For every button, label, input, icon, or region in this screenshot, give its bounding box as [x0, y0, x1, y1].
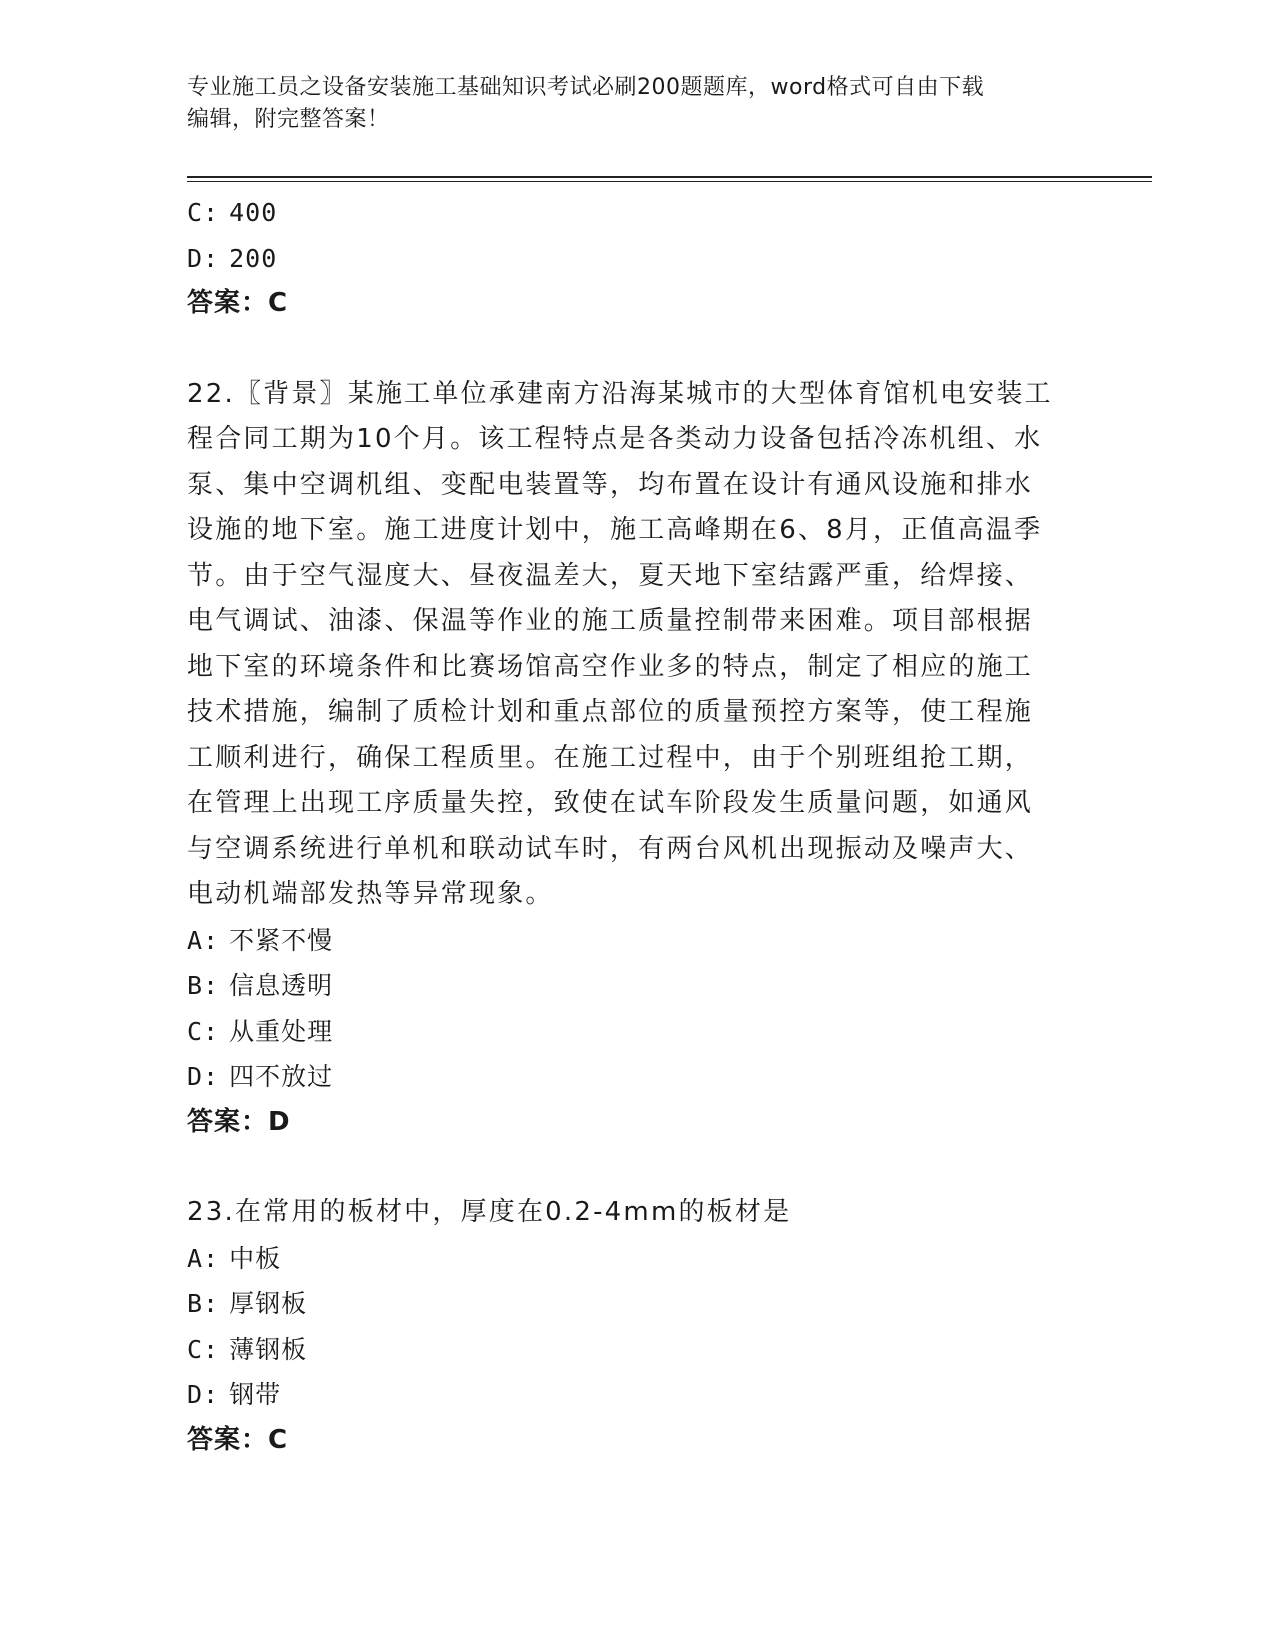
document-body	[187, 190, 1087, 1463]
question-text-line: 电动机端部发热等异常现象。	[187, 879, 554, 909]
option-key: C:	[187, 1016, 220, 1046]
answer-line: 答案：C	[187, 1424, 289, 1455]
option-c	[187, 1327, 1087, 1373]
option-text: 不紧不慢	[229, 925, 334, 955]
question-text-line: 工顺利进行，确保工程质里。在施工过程中，由于个别班组抢工期，	[187, 742, 1034, 773]
answer-line: 答案：C	[187, 288, 289, 318]
option-text: 信息透明	[229, 971, 334, 1000]
option-key: A:	[187, 925, 220, 955]
header-divider-thin	[187, 181, 1152, 182]
header-divider-thick	[187, 176, 1152, 178]
question-text-line: 设施的地下室。施工进度计划中，施工高峰期在6、8月，正值高温季	[187, 515, 1043, 545]
option-c	[187, 190, 1087, 236]
header-title-line-1: 专业施工员之设备安装施工基础知识考试必刷200题题库，word格式可自由下载	[187, 75, 985, 100]
option-key: B:	[187, 1289, 220, 1318]
option-key: C:	[187, 1334, 220, 1364]
option-key: A:	[187, 1243, 220, 1273]
option-text: 厚钢板	[229, 1289, 308, 1318]
page-header	[187, 72, 1067, 136]
question-23	[187, 1190, 1087, 1463]
spacer	[187, 1145, 1087, 1190]
question-22-text	[187, 372, 1087, 918]
option-d	[187, 236, 1087, 282]
option-key: D:	[187, 243, 220, 273]
option-text: 从重处理	[229, 1016, 334, 1046]
option-b	[187, 1281, 1087, 1327]
question-text-line: 节。由于空气湿度大、昼夜温差大，夏天地下室结露严重，给焊接、	[187, 560, 1034, 591]
option-text: 钢带	[229, 1380, 282, 1409]
question-text-line: 技术措施，编制了质检计划和重点部位的质量预控方案等，使工程施	[187, 697, 1034, 727]
option-a	[187, 918, 1087, 964]
option-a	[187, 1236, 1087, 1282]
spacer	[187, 327, 1087, 372]
question-text-line: 程合同工期为10个月。该工程特点是各类动力设备包括冷冻机组、水	[187, 424, 1043, 454]
option-key: D:	[187, 1062, 220, 1091]
question-text-line: 与空调系统进行单机和联动试车时，有两台风机出现振动及噪声大、	[187, 833, 1034, 864]
option-text: 400	[229, 198, 278, 227]
header-title-line-2: 编辑，附完整答案！	[187, 107, 390, 132]
option-text: 薄钢板	[229, 1334, 308, 1364]
option-d	[187, 1054, 1087, 1100]
question-text-line: 23.在常用的板材中，厚度在0.2-4mm的板材是	[187, 1197, 792, 1227]
option-text: 四不放过	[229, 1062, 334, 1091]
option-key: B:	[187, 971, 220, 1000]
question-22	[187, 372, 1087, 1146]
question-text-line: 地下室的环境条件和比赛场馆高空作业多的特点，制定了相应的施工	[187, 651, 1034, 682]
option-key: D:	[187, 1380, 220, 1409]
question-text-line: 电气调试、油漆、保温等作业的施工质量控制带来困难。项目部根据	[187, 606, 1034, 636]
question-text-line: 泵、集中空调机组、变配电装置等，均布置在设计有通风设施和排水	[187, 469, 1034, 500]
option-key: C:	[187, 198, 220, 227]
question-text-line: 在管理上出现工序质量失控，致使在试车阶段发生质量问题，如通风	[187, 788, 1034, 818]
option-b	[187, 963, 1087, 1009]
option-text: 中板	[229, 1243, 282, 1273]
question-23-text	[187, 1190, 1087, 1236]
question-text-line: 22.〖背景〗某施工单位承建南方沿海某城市的大型体育馆机电安装工	[187, 378, 1053, 409]
option-d	[187, 1372, 1087, 1418]
option-c	[187, 1009, 1087, 1055]
option-text: 200	[229, 243, 278, 273]
answer-line: 答案：D	[187, 1106, 291, 1137]
question-21-tail	[187, 190, 1087, 327]
